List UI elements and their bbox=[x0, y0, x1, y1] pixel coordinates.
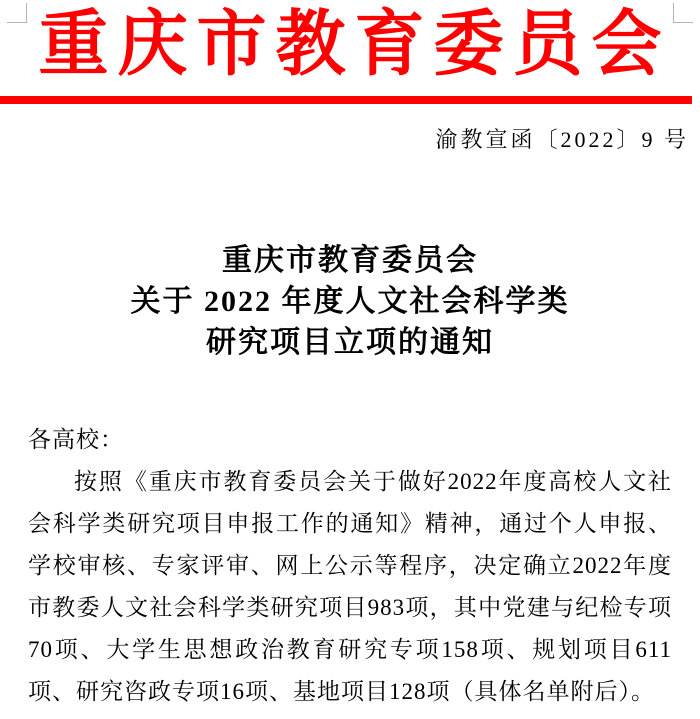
body-paragraph: 按照《重庆市教育委员会关于做好2022年度高校人文社会科学类研究项目申报工作的通知》精神，通过个人申报、学校审核、专家评审、网上公示等程序，决定确立2022年度市教委人文社会科学类研究项目983项，其中党建与纪检专项70项、大学生思想政治教育研究专项158项、规划项目611项、研究咨政专项16项、基地项目128项（具体名单附后）。 bbox=[28, 469, 672, 704]
document-body bbox=[28, 419, 672, 713]
letterhead-red-rule bbox=[0, 96, 692, 104]
salutation: 各高校： bbox=[28, 427, 124, 452]
document-reference-number: 渝教宣函〔2022〕9 号 bbox=[435, 127, 689, 152]
document-title-line-3: 研究项目立项的通知 bbox=[206, 326, 494, 359]
document-title bbox=[0, 240, 700, 363]
document-title-line-1: 重庆市教育委员会 bbox=[222, 244, 478, 277]
document-title-line-2: 关于 2022 年度人文社会科学类 bbox=[130, 285, 570, 318]
letterhead-agency-name: 重庆市教育委员会 bbox=[38, 6, 671, 85]
